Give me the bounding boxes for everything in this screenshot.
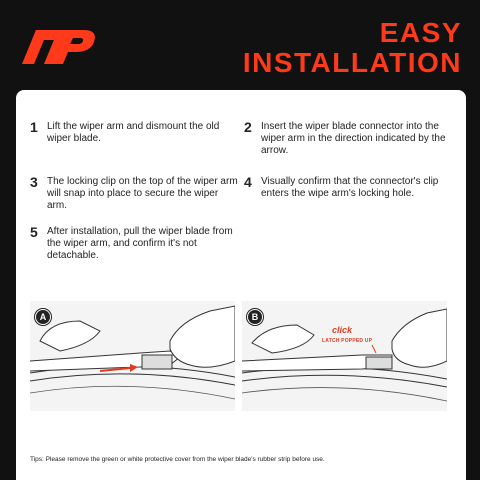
brand-logo-icon (22, 20, 102, 64)
step-text: After installation, pull the wiper blade from the wiper arm, and confirm it's not detachable. (47, 226, 233, 261)
panel-b-badge: B (247, 309, 263, 325)
step-number: 3 (30, 174, 38, 190)
illustration-panel-b (242, 301, 447, 411)
step-5 (30, 226, 240, 262)
step-number: 1 (30, 119, 38, 135)
step-2 (244, 121, 454, 157)
panel-a-badge: A (35, 309, 51, 325)
wiper-insert-illustration (30, 301, 235, 411)
wiper-lock-illustration (242, 301, 447, 411)
step-number: 4 (244, 174, 252, 190)
tips-text: Tips: Please remove the green or white protective cover from the wiper blade's rubber strip before use. (30, 456, 325, 463)
illustration-panel-a (30, 301, 235, 411)
step-3 (30, 176, 240, 212)
step-4 (244, 176, 454, 200)
title-line-1: EASY (379, 17, 462, 48)
page-title (243, 18, 462, 78)
latch-label: LATCH POPPED UP (322, 338, 373, 344)
instructions-card (16, 90, 466, 480)
step-text: Visually confirm that the connector's clip enters the wipe arm's locking hole. (261, 176, 439, 199)
step-number: 5 (30, 224, 38, 240)
click-label: click (332, 325, 353, 335)
title-line-2: INSTALLATION (242, 47, 462, 78)
step-number: 2 (244, 119, 252, 135)
step-text: The locking clip on the top of the wiper arm will snap into place to secure the wiper arm. (47, 176, 238, 211)
step-text: Insert the wiper blade connector into the wiper arm in the direction indicated by the arrow. (261, 121, 446, 156)
step-1 (30, 121, 240, 145)
step-text: Lift the wiper arm and dismount the old wiper blade. (47, 121, 220, 144)
